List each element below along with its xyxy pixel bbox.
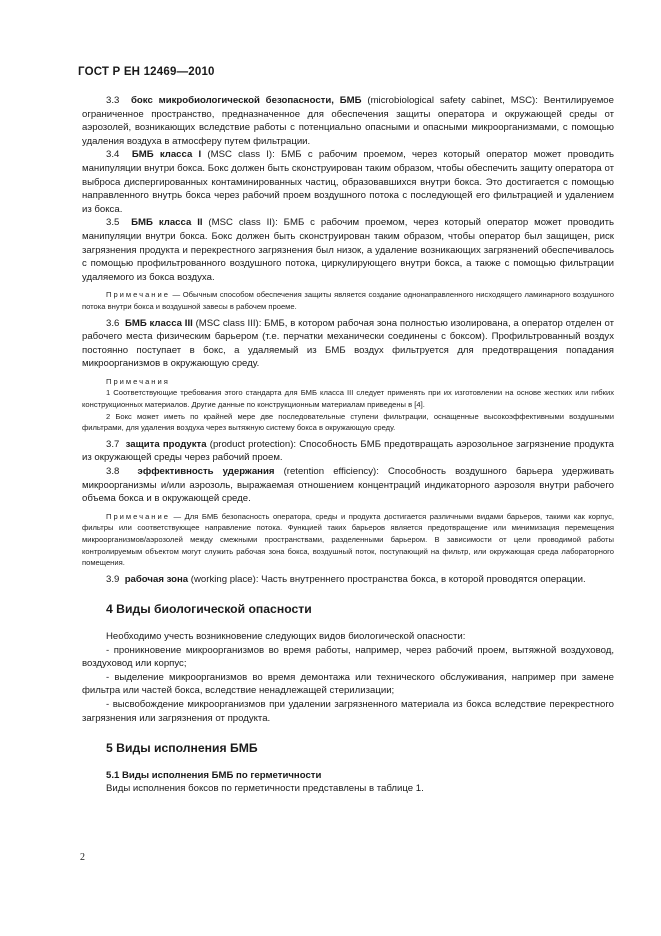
definition-3-4 (82, 148, 614, 216)
clause-number: 3.8 (106, 466, 120, 478)
document-body (82, 94, 614, 796)
note-3-6-2: 2 Бокс может иметь по крайней мере две последовательные ступени фильтрации, оснащенные высокоэффективными воздушными фильтрами, для удаления воздуха через вытяжную систему бокса в окружающую среду. (82, 411, 614, 433)
definition-3-9 (82, 573, 614, 587)
section-5-heading: 5 Виды исполнения БМБ (106, 741, 258, 756)
definition-3-8 (82, 465, 614, 506)
section-4-heading: 4 Виды биологической опасности (106, 602, 312, 617)
definition-text: (retention efficiency): Способность воздушного барьера удерживать микроорганизмы и/или аэрозоль, выражаемая отношением концентраций индикаторного аэрозоля внутри рабочего объема бокса и в окружающей среде. (82, 466, 614, 505)
definition-3-7 (82, 438, 614, 465)
section-5-text: Виды исполнения боксов по герметичности представлены в таблице 1. (106, 783, 424, 795)
definition-3-6 (82, 317, 614, 371)
definition-text: (MSC class III): БМБ, в котором рабочая зона полностью изолирована, а оператор отделен от рабочего места физическим барьером (т.е. перчатки механически соединены с боксом). Профильтрованный воздух постоянно поступает в бокс, а удаляемый из БМБ воздух фильтруется для предотвращения попадания микроорганизмов в окружающую среду. (82, 317, 614, 370)
hazard-item-2: - выделение микроорганизмов во время демонтажа или технического обслуживания, например при замене фильтра или частей бокса, вследствие ненадлежащей стерилизации; (82, 671, 614, 697)
clause-number: 3.5 (106, 217, 120, 229)
note-text: — Обычным способом обеспечения защиты является создание однонаправленного нисходящего ламинарного воздушного потока внутри бокса и воздушной завесы в рабочем проеме. (82, 290, 614, 311)
term: защита продукта (125, 438, 207, 450)
page-number: 2 (80, 852, 85, 863)
subsection-5-1-heading: 5.1 Виды исполнения БМБ по герметичности (106, 769, 322, 781)
definition-text: (MSC class I): БМБ с рабочим проемом, через который оператор может проводить манипуляции внутри бокса. Бокс должен быть сконструирован таким образом, чтобы обеспечить защиту оператора от выброса диспергированных контаминированных частиц, образовавшихся внутри бокса. Это достигается с помощью направленного внутрь бокса через рабочий проем воздушного потока с последующей его фильтрацией и удалением из бокса. (82, 149, 614, 215)
term: БМБ класса II (131, 217, 203, 229)
clause-number: 3.4 (106, 149, 120, 161)
definition-3-5 (82, 216, 614, 284)
definition-text: (microbiological safety cabinet, MSC): Вентилируемое ограниченное пространство, предназначенное для обеспечения защиты оператора и окружающей среды от аэрозолей, возникающих вследствие работы с потенциально опасными и опасными микроорганизмами, с помощью удаления воздуха в атмосферу путем фильтрации. (82, 95, 614, 147)
note-text: — Для БМБ безопасность оператора, среды и продукта достигается различными видами барьеров, такими как корпус, фильтры или соответствующее направление потока. Функцией таких барьеров является предотвращение или минимизация перемещения микроорганизмов/аэрозолей между смежными пространствами, разделенными барьером. В зависимости от цели проводимой работы контролируемым объектом могут служить рабочая зона бокса, воздушный поток, поступающий на фильтр, или окружающая среда лабораторного помещения. (82, 511, 614, 568)
hazard-item-3: - высвобождение микроорганизмов при удалении загрязненного материала из бокса вследствие перекрестного загрязнения или загрязнения от продукта. (82, 698, 614, 724)
hazard-item-1: - проникновение микроорганизмов во время работы, например, через рабочий проем, вытяжной воздуховод, воздуховод или корпус; (82, 644, 614, 670)
term: БМБ класса I (131, 149, 202, 161)
clause-number: 3.7 (106, 438, 120, 450)
clause-number: 3.9 (106, 573, 120, 585)
clause-number: 3.3 (106, 95, 120, 106)
definition-text: (product protection): Способность БМБ предотвращать аэрозольное загрязнение продукта из окружающей среды через рабочий проем. (82, 438, 614, 464)
note-label: Примечание (106, 511, 170, 521)
notes-3-6-label: Примечания (106, 376, 170, 386)
term: эффективность удержания (137, 466, 275, 478)
term: БМБ класса III (124, 317, 193, 329)
note-label: Примечание (106, 290, 170, 300)
note-3-8 (82, 511, 614, 569)
term: рабочая зона (124, 573, 189, 585)
note-3-5 (82, 289, 614, 312)
clause-number: 3.6 (106, 317, 120, 329)
definition-text: (MSC class II): БМБ с рабочим проемом, через который оператор может проводить манипуляции внутри бокса. Бокс должен быть сконструирован таким образом, чтобы оператор был защищен, риск загрязнения продукта и перекрестного загрязнения был низок, а удаление возникающих загрязнений обеспечивалось с помощью профильтрованного воздушного потока, циркулирующего внутри бокса, а также с помощью фильтрации удаляемого из бокса воздуха. (82, 217, 614, 283)
definition-3-3 (82, 94, 614, 148)
definition-text: (working place): Часть внутреннего пространства бокса, в которой проводятся операции. (188, 573, 586, 585)
standard-header: ГОСТ Р ЕН 12469—2010 (78, 66, 215, 78)
note-3-6-1: 1 Соответствующие требования этого стандарта для БМБ класса III следует применять при их изготовлении на основе жестких или гибких конструкционных материалов. Другие данные по конструкционным материалам приведены в [4]. (82, 388, 614, 410)
section-4-intro: Необходимо учесть возникновение следующих видов биологической опасности: (106, 630, 466, 642)
term: бокс микробиологической безопасности, БМБ (131, 95, 362, 106)
